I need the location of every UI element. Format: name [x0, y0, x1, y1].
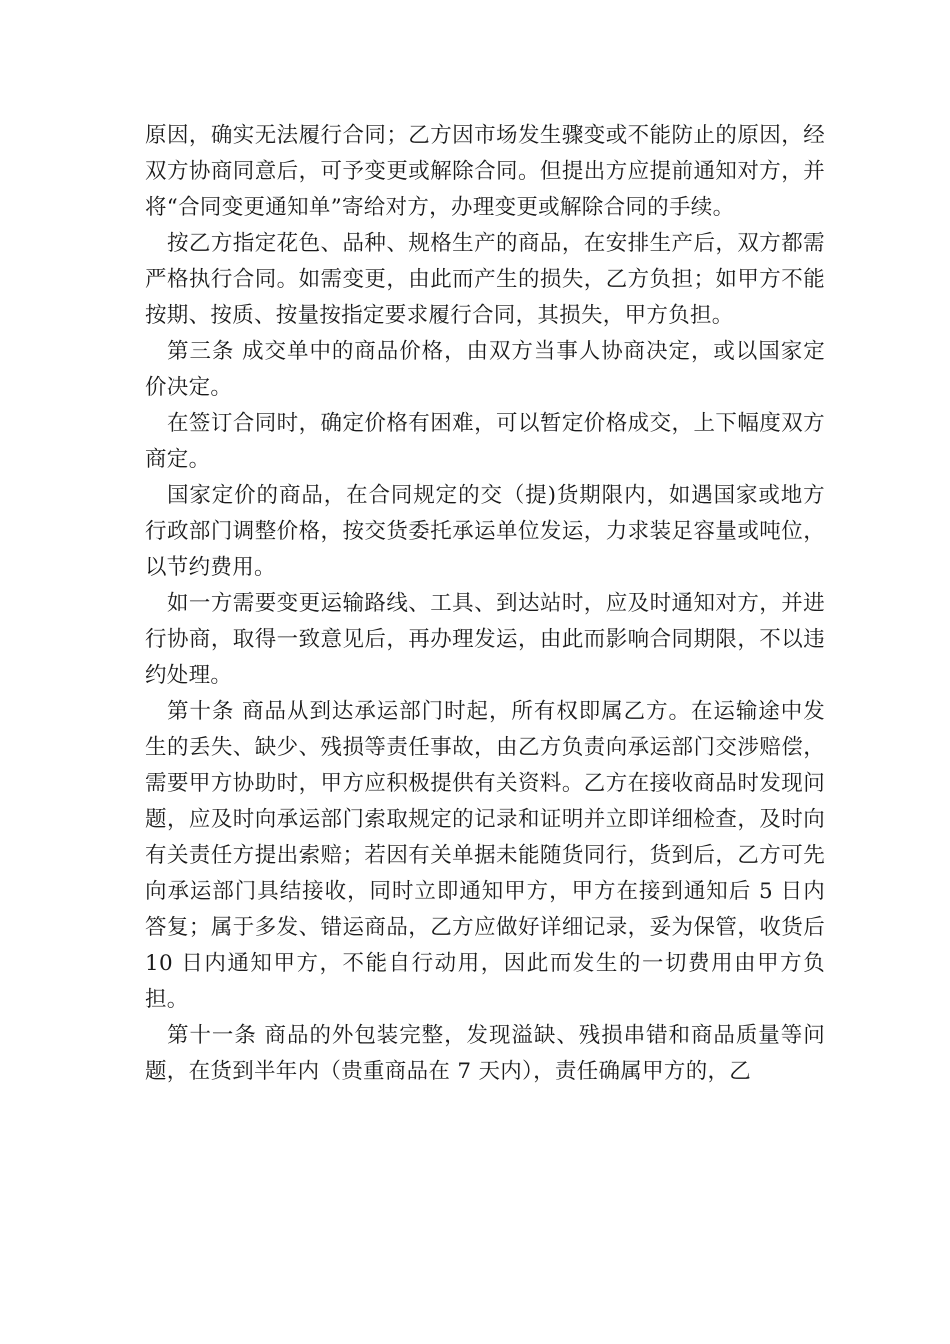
- paragraph-transport-change: 如一方需要变更运输路线、工具、到达站时，应及时通知对方，并进行协商，取得一致意见后，再办理发运，由此而影响合同期限，不以违约处理。: [145, 591, 825, 688]
- paragraph-article-10: 第十条 商品从到达承运部门时起，所有权即属乙方。在运输途中发生的丢失、缺少、残损等责任事故，由乙方负责向承运部门交涉赔偿，需要甲方协助时，甲方应积极提供有关资料。乙方在接收商品时发现问题，应及时向承运部门索取规定的记录和证明并立即详细检查，及时向有关责任方提出索赔；若因有关单据未能随货同行，货到后，乙方可先向承运部门具结接收，同时立即通知甲方，甲方在接到通知后 5 日内答复；属于多发、错运商品，乙方应做好详细记录，妥为保管，收货后 10 日内通知甲方，不能自行动用，因此而发生的一切费用由甲方负担。: [145, 699, 825, 1012]
- paragraph-article-11: 第十一条 商品的外包装完整，发现溢缺、残损串错和商品质量等问题，在货到半年内（贵重商品在 7 天内），责任确属甲方的，乙: [145, 1023, 825, 1084]
- document-body: [145, 118, 825, 1090]
- paragraph-custom-goods: 按乙方指定花色、品种、规格生产的商品，在安排生产后，双方都需严格执行合同。如需变更，由此而产生的损失，乙方负担；如甲方不能按期、按质、按量按指定要求履行合同，其损失，甲方负担。: [145, 231, 825, 328]
- paragraph-state-pricing: 国家定价的商品，在合同规定的交（提)货期限内，如遇国家或地方行政部门调整价格，按交货委托承运单位发运，力求装足容量或吨位，以节约费用。: [145, 483, 825, 580]
- paragraph-article-3: 第三条 成交单中的商品价格，由双方当事人协商决定，或以国家定价决定。: [145, 339, 825, 400]
- paragraph-continuation: 原因，确实无法履行合同；乙方因市场发生骤变或不能防止的原因，经双方协商同意后，可予变更或解除合同。但提出方应提前通知对方，并将“合同变更通知单”寄给对方，办理变更或解除合同的手续。: [145, 123, 825, 220]
- paragraph-provisional-price: 在签订合同时，确定价格有困难，可以暂定价格成交，上下幅度双方商定。: [145, 411, 825, 472]
